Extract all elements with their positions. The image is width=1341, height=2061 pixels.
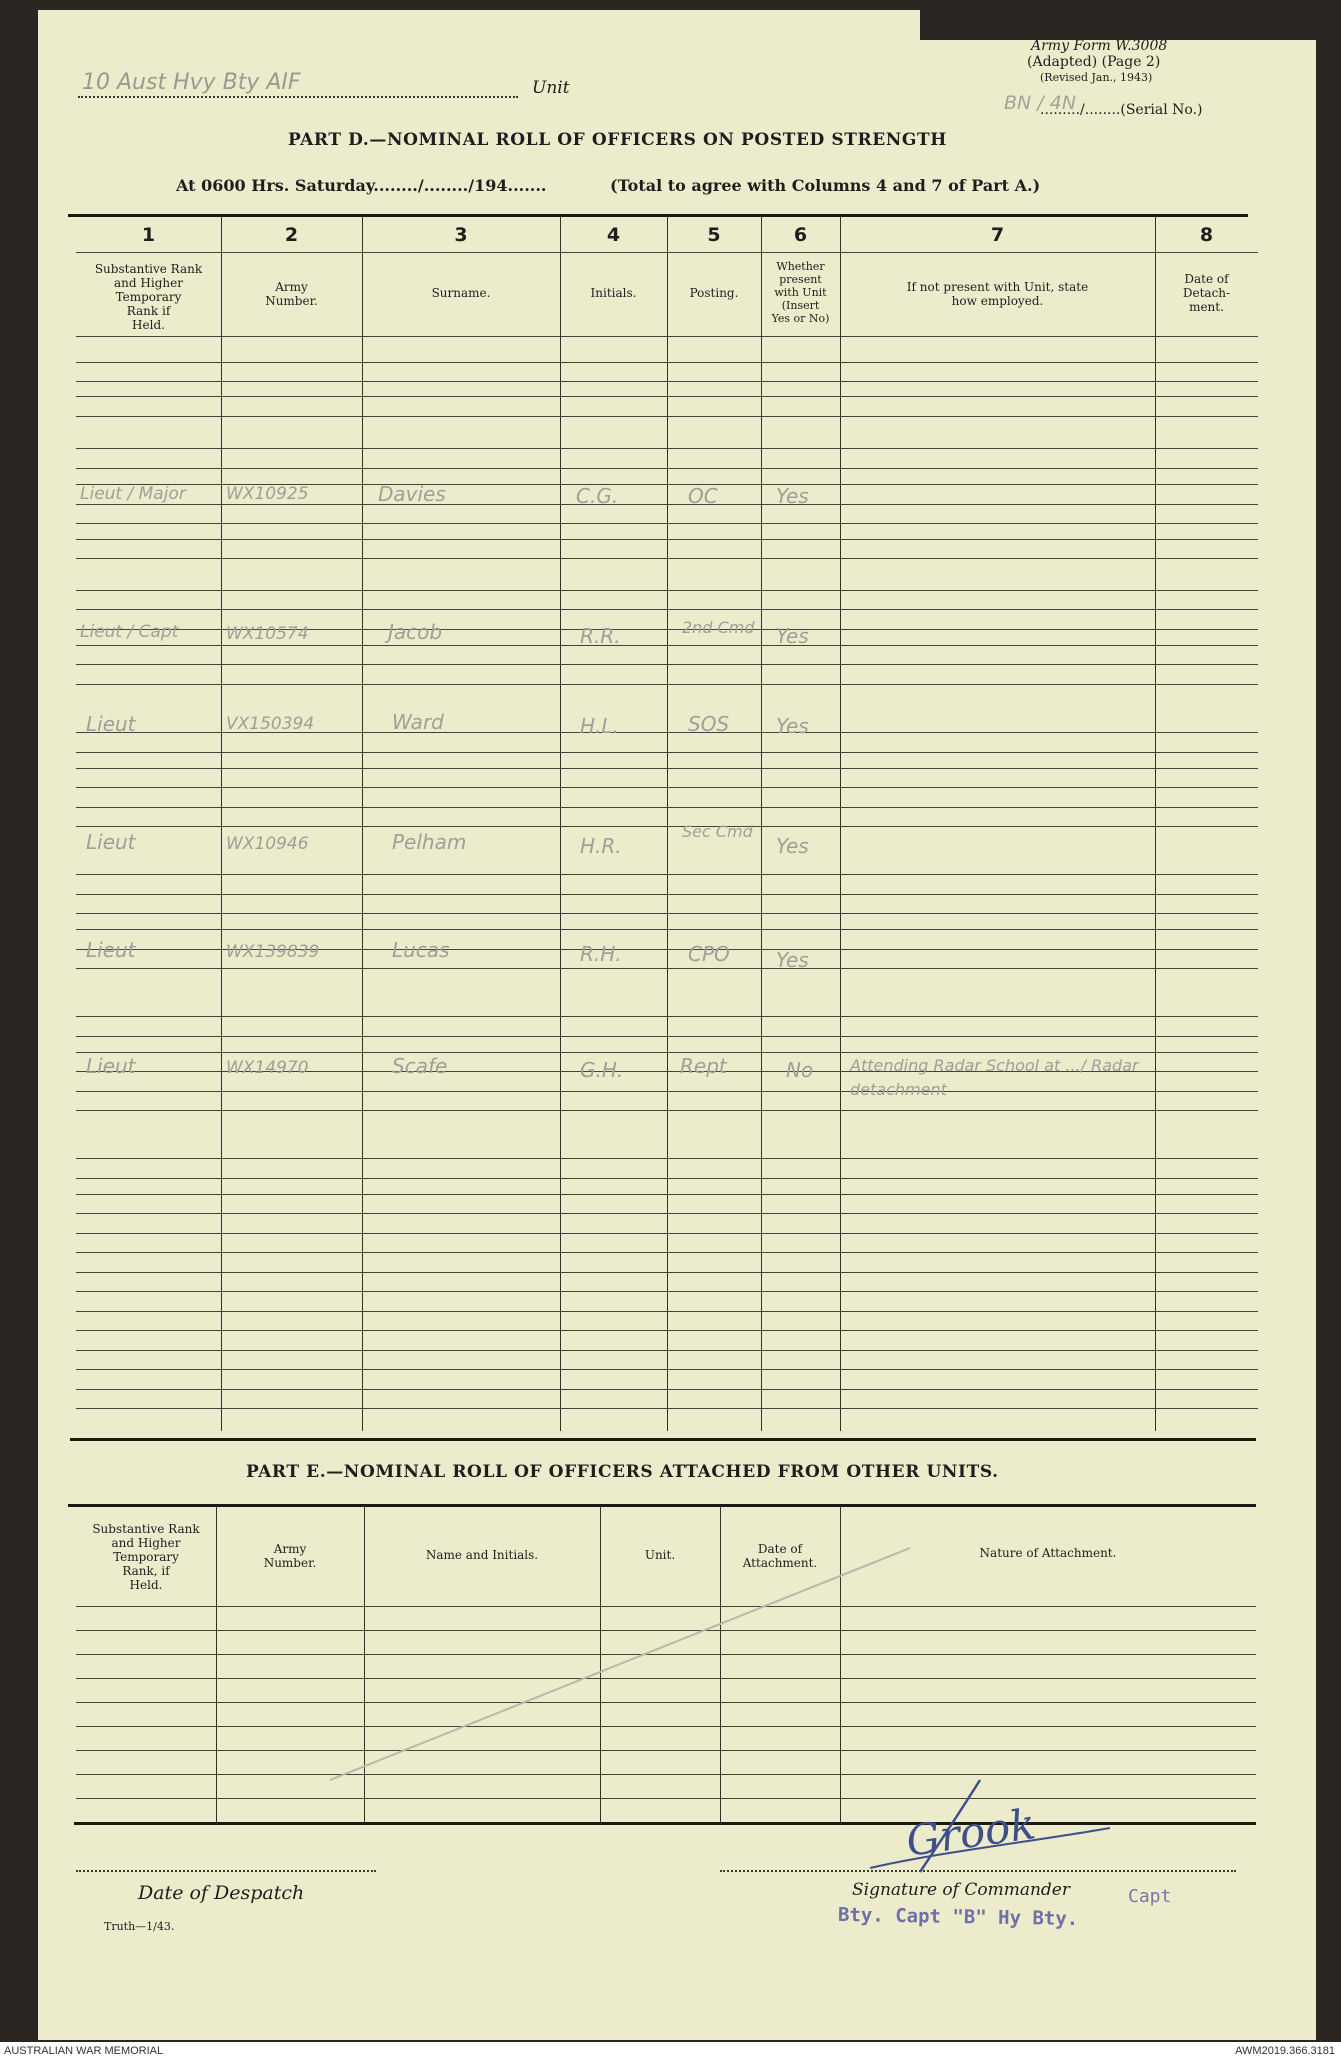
entry-surname: Lucas — [392, 938, 450, 962]
col-number-4: 4 — [606, 224, 621, 246]
entry-present: Yes — [776, 714, 809, 738]
entry-rank: Lieut — [86, 712, 136, 736]
part-d-title: PART D.—NOMINAL ROLL OF OFFICERS ON POSTED STRENGTH — [288, 130, 947, 150]
entry-number: WX139839 — [226, 942, 320, 962]
part-e-title: PART E.—NOMINAL ROLL OF OFFICERS ATTACHED FROM OTHER UNITS. — [246, 1462, 999, 1482]
entry-rank: Lieut / Major — [80, 484, 186, 504]
archive-footer — [0, 2042, 1341, 2061]
col-number-2: 2 — [284, 224, 299, 246]
col-header-initials: Initials. — [590, 286, 637, 300]
col-header-employment: If not present with Unit, state how employed. — [906, 280, 1089, 308]
footer-accession: AWM2019.366.3181 — [1235, 2045, 1335, 2057]
signature-flourish — [860, 1772, 1120, 1882]
entry-posting: OC — [688, 484, 718, 508]
entry-posting: Sec Cmd — [682, 822, 753, 841]
entry-present: Yes — [776, 834, 809, 858]
entry-surname: Jacob — [388, 620, 443, 644]
part-e-header-rank: Substantive Rank and Higher Temporary Rank, if Held. — [92, 1522, 200, 1592]
unit-handwritten: 10 Aust Hvy Bty AIF — [82, 70, 301, 95]
entry-number: WX14970 — [226, 1058, 309, 1078]
despatch-dotted-line — [76, 1870, 376, 1872]
entry-employment: Attending Radar School at .../ Radar detachment — [850, 1056, 1139, 1099]
entry-present: No — [786, 1058, 814, 1082]
part-d-subtitle-date: At 0600 Hrs. Saturday......../......../194....... — [176, 176, 547, 195]
entry-rank: Lieut — [86, 1054, 136, 1078]
entry-surname: Pelham — [392, 830, 467, 854]
col-header-detachment: Date of Detach- ment. — [1182, 272, 1231, 314]
entry-rank: Lieut / Capt — [80, 622, 179, 642]
col-header-army-number: Army Number. — [265, 280, 318, 308]
part-e-header-date: Date of Attachment. — [742, 1542, 818, 1570]
entry-surname: Scafe — [392, 1054, 448, 1078]
entry-initials: G.H. — [580, 1058, 624, 1082]
entry-posting: Rept — [680, 1054, 727, 1078]
part-e-header-unit: Unit. — [644, 1548, 676, 1562]
entry-number: WX10574 — [226, 624, 309, 644]
entry-posting: CPO — [688, 942, 730, 966]
adapted-label: (Adapted) (Page 2) — [1027, 54, 1161, 70]
army-form-label: Army Form W.3008 — [1031, 38, 1168, 54]
entry-posting: SOS — [688, 712, 730, 736]
stamp-battery: Bty. Capt "B" Hy Bty. — [837, 1903, 1079, 1931]
part-e-header-nature: Nature of Attachment. — [979, 1546, 1117, 1560]
entry-number: VX150394 — [226, 714, 315, 734]
entry-initials: R.R. — [580, 624, 621, 648]
col-number-1: 1 — [141, 224, 156, 246]
part-e-header-army-number: Army Number. — [263, 1542, 317, 1570]
serial-handwritten: BN / 4N — [1004, 92, 1077, 114]
col-number-6: 6 — [793, 224, 808, 246]
entry-present: Yes — [776, 484, 809, 508]
unit-label: Unit — [532, 78, 570, 98]
part-d-subtitle-total: (Total to agree with Columns 4 and 7 of Part A.) — [610, 176, 1041, 195]
entry-number: WX10925 — [226, 484, 309, 504]
col-header-posting: Posting. — [689, 286, 739, 300]
col-number-5: 5 — [707, 224, 721, 246]
entry-surname: Davies — [378, 482, 446, 506]
signature-of-commander-label: Signature of Commander — [852, 1880, 1070, 1900]
date-of-despatch-label: Date of Despatch — [138, 1882, 305, 1904]
entry-initials: C.G. — [576, 484, 619, 508]
col-number-7: 7 — [990, 224, 1005, 246]
entry-posting: 2nd Cmd — [682, 618, 755, 637]
commander-signature: Grook — [903, 1799, 1039, 1866]
col-header-surname: Surname. — [431, 286, 491, 300]
entry-rank: Lieut — [86, 938, 136, 962]
serial-label: ........./........(Serial No.) — [1040, 102, 1203, 118]
entry-initials: H.L. — [580, 714, 619, 738]
entry-present: Yes — [776, 948, 809, 972]
entry-surname: Ward — [392, 710, 444, 734]
col-header-rank: Substantive Rank and Higher Temporary Rank if Held. — [94, 262, 203, 332]
entry-initials: H.R. — [580, 834, 622, 858]
entry-number: WX10946 — [226, 834, 309, 854]
entry-present: Yes — [776, 624, 809, 648]
revised-label: (Revised Jan., 1943) — [1040, 71, 1153, 84]
col-number-8: 8 — [1199, 224, 1214, 246]
col-header-present: Whether present with Unit (Insert Yes or No) — [771, 260, 830, 325]
col-number-3: 3 — [454, 224, 468, 246]
footer-institution: AUSTRALIAN WAR MEMORIAL — [4, 2045, 164, 2057]
entry-rank: Lieut — [86, 830, 136, 854]
part-e-header-name: Name and Initials. — [425, 1548, 539, 1562]
entry-initials: R.H. — [580, 942, 622, 966]
printer-imprint: Truth—1/43. — [104, 1920, 175, 1933]
stamp-capt: Capt — [1128, 1886, 1172, 1907]
